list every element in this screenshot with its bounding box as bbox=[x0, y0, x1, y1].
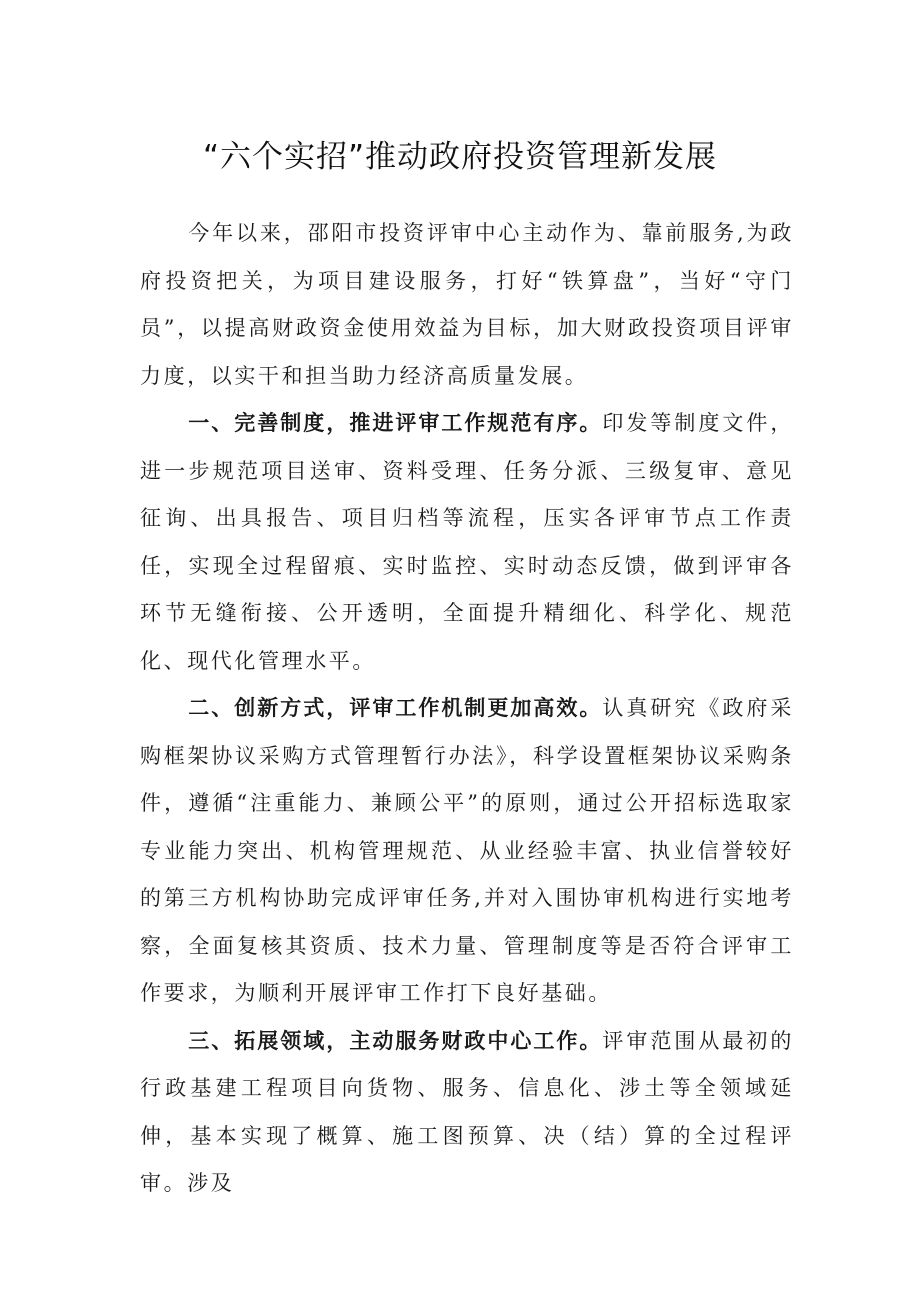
paragraph-heading: 一、完善制度，推进评审工作规范有序。 bbox=[188, 411, 603, 435]
paragraph-intro bbox=[140, 210, 794, 400]
paragraph-text: 印发等制度文件，进一步规范项目送审、资料受理、任务分派、三级复审、意见征询、出具报告、项目归档等流程，压实各评审节点工作责任，实现全过程留痕、实时监控、实时动态反馈，做到评审各环节无缝衔接、公开透明，全面提升精细化、科学化、规范化、现代化管理水平。 bbox=[140, 411, 794, 673]
document-title: “六个实招”推动政府投资管理新发展 bbox=[202, 139, 718, 175]
paragraph-section-1 bbox=[140, 400, 794, 685]
paragraph-text: 评审范围从最初的行政基建工程项目向货物、服务、信息化、涉土等全领域延伸，基本实现了概算、施工图预算、决（结）算的全过程评审。涉及 bbox=[140, 1028, 794, 1195]
paragraph-text: 今年以来，邵阳市投资评审中心主动作为、靠前服务,为政府投资把关，为项目建设服务，打好“铁算盘”，当好“守门员”，以提高财政资金使用效益为目标，加大财政投资项目评审力度，以实干和担当助力经济高质量发展。 bbox=[140, 221, 794, 388]
paragraph-section-2 bbox=[140, 685, 794, 1018]
paragraph-section-3 bbox=[140, 1018, 794, 1208]
paragraph-text: 认真研究《政府采购框架协议采购方式管理暂行办法》，科学设置框架协议采购条件，遵循“注重能力、兼顾公平”的原则，通过公开招标选取家专业能力突出、机构管理规范、从业经验丰富、执业信誉较好的第三方机构协助完成评审任务,并对入围协审机构进行实地考察，全面复核其资质、技术力量、管理制度等是否符合评审工作要求，为顺利开展评审工作打下良好基础。 bbox=[140, 696, 794, 1005]
document-body bbox=[140, 210, 794, 1208]
paragraph-heading: 二、创新方式，评审工作机制更加高效。 bbox=[188, 696, 603, 720]
paragraph-heading: 三、拓展领域，主动服务财政中心工作。 bbox=[188, 1028, 603, 1053]
